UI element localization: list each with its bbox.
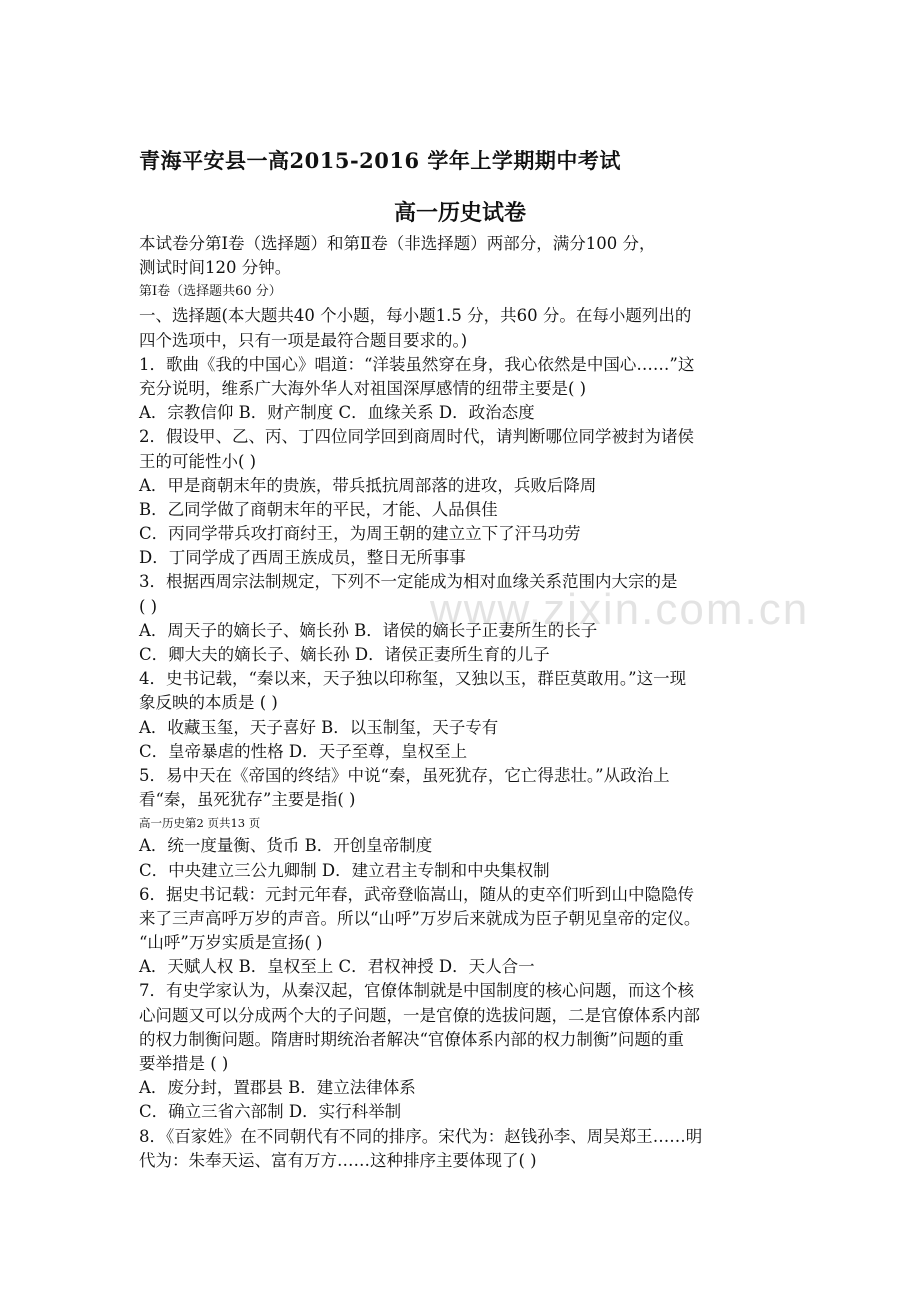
text-line: 象反映的本质是 ( ) [139, 693, 278, 713]
text-line: 看“秦，虽死犹存”主要是指( ) [139, 790, 356, 810]
text-line: ( ) [139, 596, 158, 616]
text-line: 测试时间120 分钟。 [139, 258, 292, 278]
text-line: 充分说明，维系广大海外华人对祖国深厚感情的纽带主要是( ) [139, 378, 587, 398]
text-line: 第Ⅰ卷（选择题共60 分） [139, 284, 282, 300]
text-line: A．周天子的嫡长子、嫡长孙 B．诸侯的嫡长子正妻所生的长子 [139, 620, 598, 640]
text-line: 6．据史书记载：元封元年春，武帝登临嵩山，随从的吏卒们听到山中隐隐传 [139, 884, 694, 904]
text-line: 代为：朱奉天运、富有万方……这种排序主要体现了( ) [139, 1150, 537, 1170]
text-line: 7．有史学家认为，从秦汉起，官僚体制就是中国制度的核心问题，而这个核 [139, 981, 694, 1001]
text-line: 王的可能性小( ) [139, 451, 257, 471]
text-line: A．宗教信仰 B．财产制度 C．血缘关系 D．政治态度 [139, 403, 535, 423]
exam-body [139, 232, 789, 1173]
text-line: 的权力制衡问题。隋唐时期统治者解决“官僚体系内部的权力制衡”问题的重 [139, 1029, 684, 1049]
text-line: “山呼”万岁实质是宣扬( ) [139, 933, 323, 953]
text-line: 要举措是 ( ) [139, 1054, 229, 1073]
exam-title: 青海平安县一高2015-2016 学年上学期期中考试 [139, 148, 621, 173]
text-line: 8．《百家姓》在不同朝代有不同的排序。宋代为：赵钱孙李、周吴郑王……明 [139, 1126, 703, 1146]
text-line: 2．假设甲、乙、丙、丁四位同学回到商周时代，请判断哪位同学被封为诸侯 [139, 427, 694, 447]
text-line: 本试卷分第Ⅰ卷（选择题）和第Ⅱ卷（非选择题）两部分，满分100 分， [139, 234, 656, 253]
text-line: 四个选项中，只有一项是最符合题目要求的。) [139, 330, 468, 350]
text-line: C．卿大夫的嫡长子、嫡长孙 D．诸侯正妻所生育的儿子 [139, 645, 550, 664]
text-line: 来了三声高呼万岁的声音。所以“山呼”万岁后来就成为臣子朝见皇帝的定仪。 [139, 908, 701, 928]
text-line: C．皇帝暴虐的性格 D．天子至尊，皇权至上 [139, 741, 468, 761]
page-footer: 高一历史第2 页共13 页 [139, 816, 261, 831]
text-line: A．收藏玉玺，天子喜好 B．以玉制玺，天子专有 [139, 717, 499, 737]
watermark: www.zixin.com.cn [430, 585, 810, 634]
exam-subtitle: 高一历史试卷 [393, 201, 526, 226]
text-line: 心问题又可以分成两个大的子问题，一是官僚的选拔问题，二是官僚体系内部 [139, 1005, 700, 1025]
text-line: A．天赋人权 B．皇权至上 C．君权神授 D．天人合一 [139, 957, 535, 977]
text-line: 3．根据西周宗法制规定，下列不一定能成为相对血缘关系范围内大宗的是 [139, 572, 678, 592]
text-line: 1．歌曲《我的中国心》唱道：“洋装虽然穿在身，我心依然是中国心……”这 [139, 354, 695, 374]
text-line: 4．史书记载，“秦以来，天子独以印称玺，又独以玉，群臣莫敢用。”这一现 [139, 669, 687, 689]
text-line: 一、选择题(本大题共40 个小题，每小题1.5 分，共60 分。在每小题列出的 [139, 306, 692, 326]
text-line: 5．易中天在《帝国的终结》中说“秦，虽死犹存，它亡得悲壮。”从政治上 [139, 765, 670, 785]
text-line: A．甲是商朝末年的贵族，带兵抵抗周部落的进攻，兵败后降周 [139, 475, 597, 495]
text-line: C．确立三省六部制 D．实行科举制 [139, 1102, 402, 1122]
text-line: C．中央建立三公九卿制 D．建立君主专制和中央集权制 [139, 860, 550, 880]
text-line: A．废分封，置郡县 B．建立法律体系 [139, 1078, 416, 1098]
text-line: D．丁同学成了西周王族成员，整日无所事事 [139, 548, 466, 568]
text-line: B．乙同学做了商朝末年的平民，才能、人品俱佳 [139, 499, 498, 519]
text-line: A．统一度量衡、货币 B．开创皇帝制度 [139, 836, 433, 856]
text-line: C．丙同学带兵攻打商纣王，为周王朝的建立立下了汗马功劳 [139, 524, 581, 544]
